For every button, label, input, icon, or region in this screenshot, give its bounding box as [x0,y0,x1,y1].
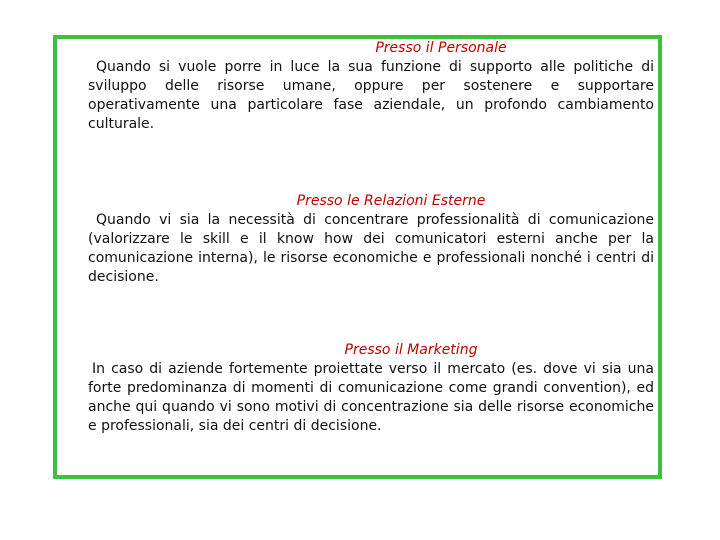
section-body-personale: Quando si vuole porre in luce la sua funzione di supporto alle politiche di sviluppo delle risorse umane, oppure per sostenere e supportare operativamente una particolare fase aziendale, un profondo cambiamento culturale. [88,59,654,132]
section-body-relazioni-esterne: Quando vi sia la necessità di concentrare professionalità di comunicazione (valorizzare le skill e il know how dei comunicatori esterni anche per la comunicazione interna), le risorse economiche e professionali nonché i centri di decisione. [88,212,654,285]
section-body-marketing: In caso di aziende fortemente proiettate verso il mercato (es. dove vi sia una forte predominanza di momenti di comunicazione come grandi convention), ed anche qui quando vi sono motivi di concentrazione sia delle risorse economiche e professionali, sia dei centri di decisione. [88,361,654,434]
section-relazioni-esterne [88,192,654,287]
section-title-relazioni-esterne: Presso le Relazioni Esterne [296,193,486,209]
section-marketing [88,341,654,436]
section-personale [88,39,654,134]
section-title-marketing: Presso il Marketing [344,342,478,358]
section-title-personale: Presso il Personale [375,40,507,56]
